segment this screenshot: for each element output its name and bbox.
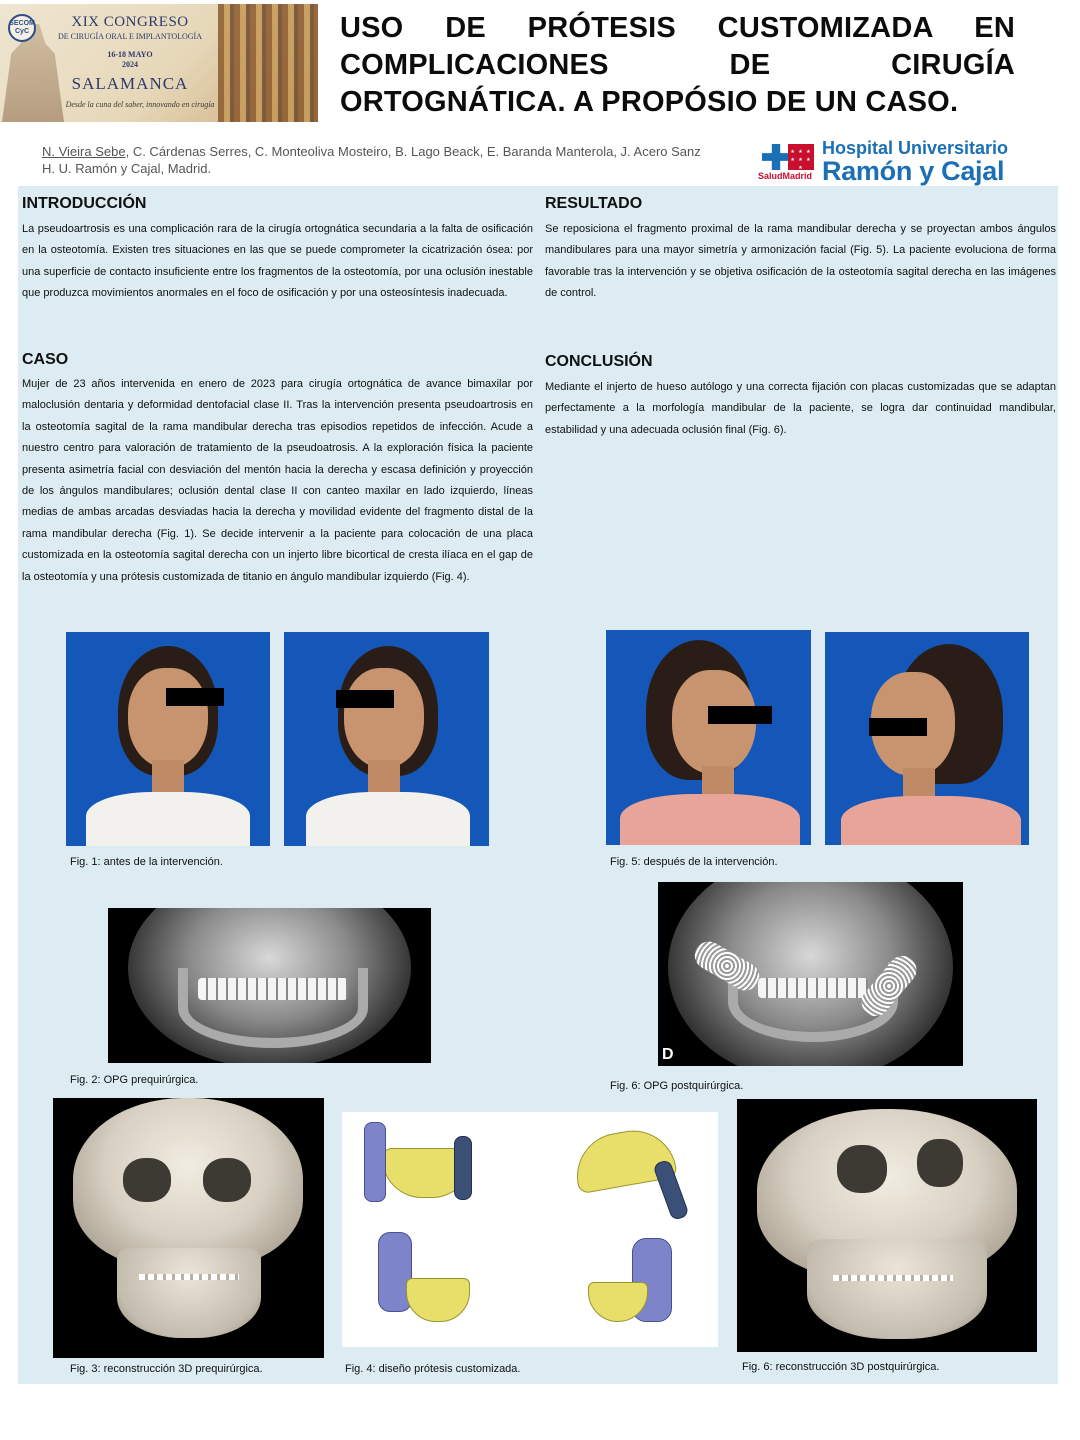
fig3-3d-preop: [53, 1098, 324, 1358]
poster-title: USO DE PRÓTESIS CUSTOMIZADA EN COMPLICACIONES DE CIRUGÍA ORTOGNÁTICA. A PROPÓSIO DE UN CASO.: [340, 12, 1015, 118]
first-author: N. Vieira Sebe: [42, 144, 126, 159]
opg-side-marker: D: [662, 1046, 674, 1063]
fig6-opg-caption: Fig. 6: OPG postquirúrgica.: [610, 1080, 744, 1092]
fig5-photo-right-profile: [606, 630, 811, 845]
congress-dates-days: 16-18 MAYO: [107, 50, 153, 59]
caso-heading: CASO: [22, 351, 69, 368]
fig1-caption: Fig. 1: antes de la intervención.: [70, 856, 223, 868]
medical-cross-icon: [762, 144, 790, 170]
conclusion-heading: CONCLUSIÓN: [545, 353, 653, 370]
fig2-opg-preop: [108, 908, 431, 1063]
salud-madrid-mark: [758, 140, 818, 180]
fig3-caption: Fig. 3: reconstrucción 3D prequirúrgica.: [70, 1363, 263, 1375]
fig2-caption: Fig. 2: OPG prequirúrgica.: [70, 1074, 199, 1086]
salud-madrid-label: SaludMadrid: [758, 171, 813, 181]
fig4-caption: Fig. 4: diseño prótesis customizada.: [345, 1363, 521, 1375]
congress-banner: [0, 4, 318, 122]
fig6-3d-postop: [737, 1099, 1037, 1352]
fig5-photo-left-profile: [825, 632, 1029, 845]
fig6-opg-postop: [658, 882, 963, 1066]
fig1-photo-left-profile: [284, 632, 489, 846]
resultado-text: Se reposiciona el fragmento proximal de la rama mandibular derecha y se proyectan ambos ángulos mandibulares para una mayor simetría y armonización facial (Fig. 5). La paciente evoluciona de forma favorable tras la intervención y se objetiva osificación de la osteotomía sagital derecha en las imágenes de control.: [545, 223, 1056, 300]
congress-year: 2024: [122, 60, 138, 69]
resultado-heading: RESULTADO: [545, 195, 643, 212]
fig1-photo-right-profile: [66, 632, 270, 846]
introduccion-text: La pseudoartrosis es una complicación rara de la cirugía ortognática secundaria a la falta de osificación en la osteotomía. Existen tres situaciones en las que se puede comprometer la cicatrización ósea: por una superficie de contacto insuficiente entre los fragmentos de la osteotomía, por una oclusión inestable que produzca movimientos anormales en el foco de osificación y por una osteosíntesis inadecuada.: [22, 223, 533, 300]
conclusion-text: Mediante el injerto de hueso autólogo y una correcta fijación con placas customizadas que se adaptan perfectamente a la morfología mandibular de la paciente, se logra dar continuidad mandibular, estabilidad y una adecuada oclusión final (Fig. 6).: [545, 381, 1056, 436]
fig6-3d-caption: Fig. 6: reconstrucción 3D postquirúrgica.: [742, 1361, 940, 1373]
fig4-prosthesis-design: [342, 1112, 718, 1347]
congress-dates: [40, 50, 220, 70]
affiliation: H. U. Ramón y Cajal, Madrid.: [42, 161, 212, 176]
hospital-logo: [758, 138, 1028, 186]
hospital-name-line1: Hospital Universitario: [822, 138, 1009, 158]
congress-subtitle: DE CIRUGÍA ORAL E IMPLANTOLOGÍA: [58, 32, 202, 41]
secom-logo: SECOM CyC: [8, 14, 36, 42]
hospital-name-line2: Ramón y Cajal: [822, 156, 1005, 186]
co-authors: , C. Cárdenas Serres, C. Monteoliva Mosteiro, B. Lago Beack, E. Baranda Manterola, J. Acero Sanz: [125, 144, 701, 159]
caso-text: Mujer de 23 años intervenida en enero de 2023 para cirugía ortognática de avance bimaxilar por maloclusión dentaria y deformidad dentofacial clase II. Tras la intervención presenta pseudoartrosis en la osteotomía sagital de la rama mandibular derecha tras episodios repetidos de infección. Acude a nuestro centro para valoración de tratamiento de la pseudoatrosis. A la exploración física la paciente presenta asimetría facial con desviación del mentón hacia la derecha y escasa definición y proyección de los ángulos mandibulares; oclusión dental clase II con canteo maxilar en lado izquierdo, líneas medias de ambas arcadas desviadas hacia la derecha y movilidad evidente del fragmento distal de la rama mandibular derecha (Fig. 1). Se decide intervenir a la paciente para colocación de una placa customizada en la osteotomía sagital derecha con un injerto libre bicortical de cresta ilíaca en el gap de la osteotomía y una prótesis customizada de titanio en ángulo mandibular izquierdo (Fig. 4).: [22, 378, 533, 583]
madrid-flag-icon: ★ ★ ★ ★ ★ ★ ★: [788, 144, 814, 170]
introduccion-heading: INTRODUCCIÓN: [22, 195, 147, 212]
fig5-caption: Fig. 5: después de la intervención.: [610, 856, 778, 868]
authors-block: [42, 143, 742, 177]
congress-name: XIX CONGRESO: [71, 14, 189, 30]
congress-city: SALAMANCA: [71, 74, 189, 93]
congress-motto: Desde la cuna del saber, innovando en cirugía: [65, 100, 215, 109]
